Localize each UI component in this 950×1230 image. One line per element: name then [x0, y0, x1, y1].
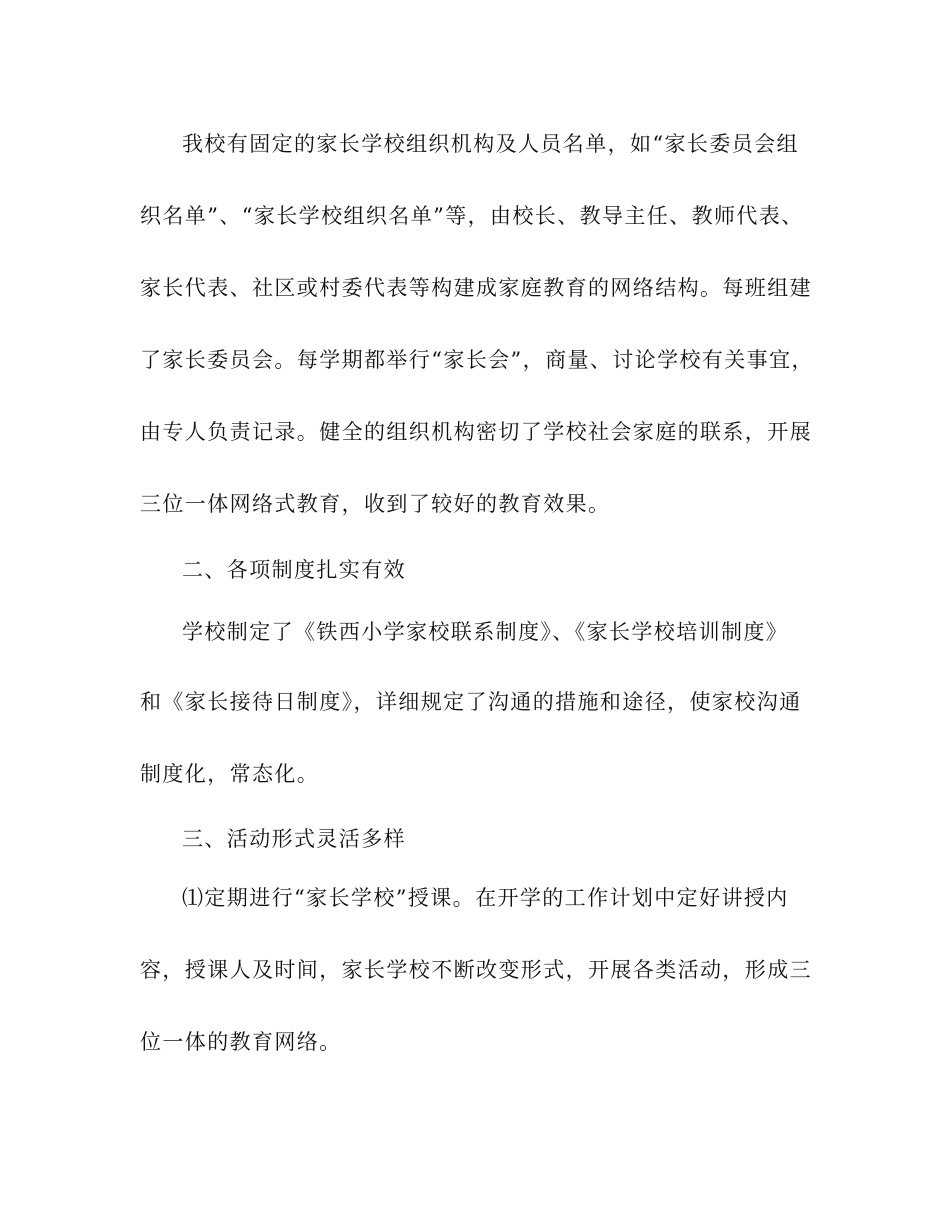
- paragraph-line: 制度化，常态化。: [140, 762, 320, 786]
- paragraph-line: 和《家长接待日制度》，详细规定了沟通的措施和途径，使家校沟通: [140, 690, 802, 714]
- paragraph-line: 家长代表、社区或村委代表等构建成家庭教育的网络结构。每班组建: [140, 276, 812, 300]
- paragraph-line: 我校有固定的家长学校组织机构及人员名单，如“家长委员会组: [182, 132, 799, 156]
- section-heading: 三、活动形式灵活多样: [182, 827, 406, 851]
- paragraph-line: 三位一体网络式教育，收到了较好的教育效果。: [140, 492, 611, 516]
- paragraph-line: 织名单”、“家长学校组织名单”等，由校长、教导主任、教师代表、: [140, 204, 804, 228]
- paragraph-line: 学校制定了《铁西小学家校联系制度》、《家长学校培训制度》: [182, 620, 789, 644]
- section-heading: 二、各项制度扎实有效: [182, 558, 406, 582]
- paragraph-line: 容，授课人及时间，家长学校不断改变形式，开展各类活动，形成三: [140, 958, 812, 982]
- paragraph-line: 位一体的教育网络。: [140, 1030, 342, 1054]
- paragraph-line: ⑴定期进行“家长学校”授课。在开学的工作计划中定好讲授内: [182, 886, 789, 910]
- paragraph-line: 由专人负责记录。健全的组织机构密切了学校社会家庭的联系，开展: [140, 420, 812, 444]
- paragraph-line: 了家长委员会。每学期都举行“家长会”，商量、讨论学校有关事宜，: [140, 348, 814, 372]
